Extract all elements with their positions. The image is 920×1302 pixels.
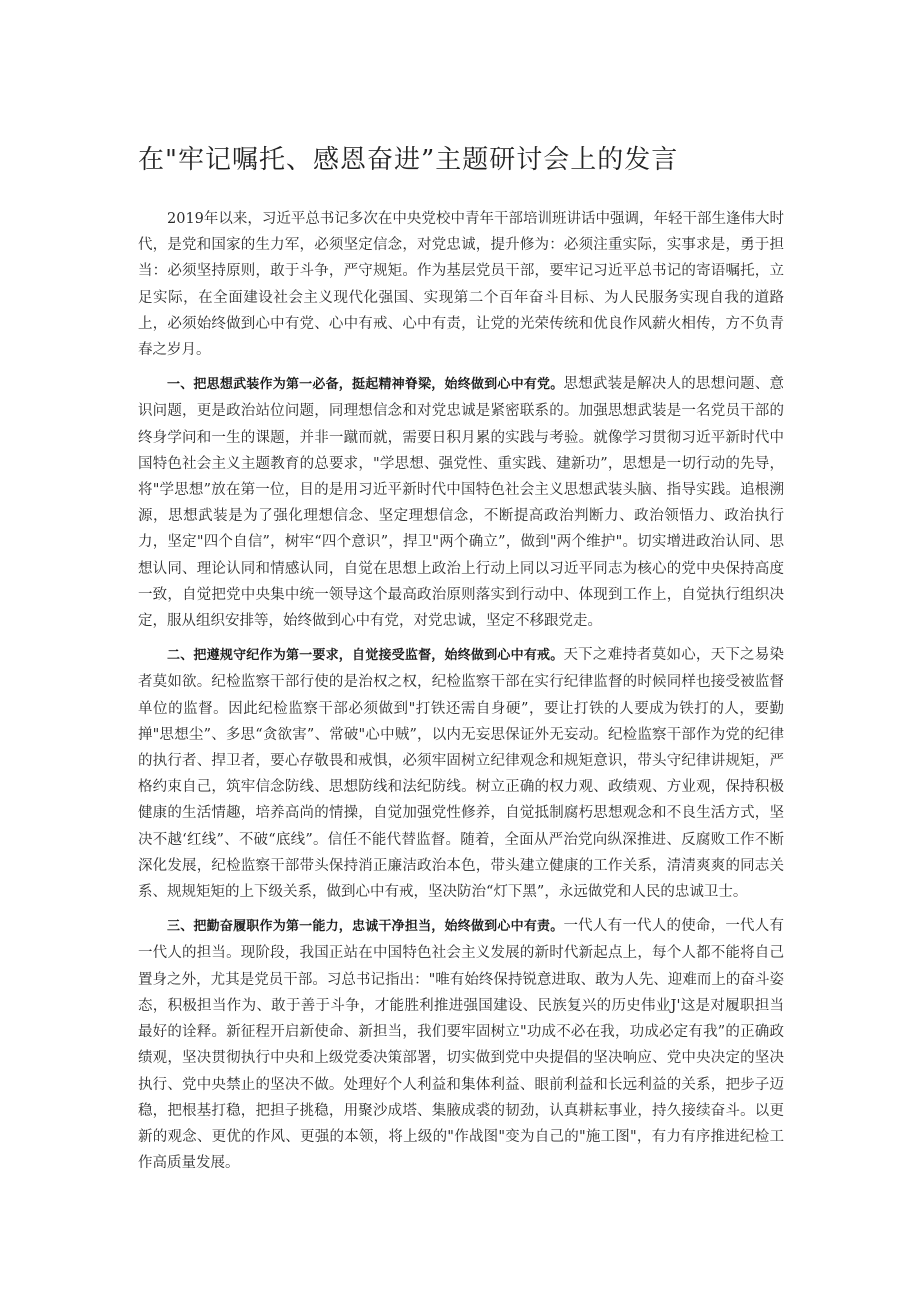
section-3-body: 一代人有一代人的使命，一代人有一代人的担当。现阶段，我国正站在中国特色社会主义发展的新时代新起点上，每个人都不能将自己置身之外，尤其是党员干部。习总书记指出："唯有始终保持锐意进取、敢为人先、迎难而上的奋斗姿态，积极担当作为、敢于善于斗争，才能胜利推进强国建设、民族复兴的历史伟业J'这是对履职担当最好的诠释。新征程开启新使命、新担当，我们要牢固树立"功成不必在我，功成必定有我”的正确政绩观，坚决贯彻执行中央和上级党委决策部署，切实做到党中央提倡的坚决响应、党中央决定的坚决执行、党中央禁止的坚决不做。处理好个人利益和集体利益、眼前利益和长远利益的关系，把步子迈稳，把根基打稳，把担子挑稳，用聚沙成塔、集腋成裘的韧劲，认真耕耘事业，持久接续奋斗。以更新的观念、更优的作风、更强的本领，将上级的"作战图"变为自己的"施工图"，有力有序推进纪检工作高质量发展。 <box>138 918 784 1172</box>
document-content <box>138 140 784 1184</box>
section-3-heading: 三、把勤奋履职作为第一能力，忠诚干净担当，始终做到心中有责。 <box>167 919 564 935</box>
section-2-paragraph <box>138 642 784 905</box>
section-1-heading: 一、把思想武装作为第一必备，挺起精神脊梁，始终做到心中有党。 <box>167 377 564 393</box>
section-2-body: 天下之难持者莫如心，天下之易染者莫如欲。纪检监察干部行使的是治权之权，纪检监察干部在实行纪律监督的时候同样也接受被监督单位的监督。因此纪检监察干部必须做到"打铁还需自身硬”，要让打铁的人要成为铁打的人，要勤掸"思想尘”、多思“贪欲害”、常破"心中贼”，以内无妄思保证外无妄动。纪检监察干部作为党的纪律的执行者、捍卫者，要心存敬畏和戒惧，必须牢固树立纪律观念和规矩意识，带头守纪律讲规矩，严格约束自己，筑牢信念防线、思想防线和法纪防线。树立正确的权力观、政绩观、方业观，保持积极健康的生活情趣，培养高尚的情操，自觉加强党性修养，自觉抵制腐朽思想观念和不良生活方式，坚决不越‘红线”、不破“底线”。信任不能代替监督。随着，全面从严治党向纵深推进、反腐败工作不断深化发展，纪检监察干部带头保持消正廉洁政治本色，带头建立健康的工作关系，清清爽爽的同志关系、规规矩矩的上下级关系，做到心中有戒，坚决防治“灯下黑”，永远做党和人民的忠诚卫士。 <box>138 647 784 901</box>
document-title: 在"牢记嘱托、感恩奋进”主题研讨会上的发言 <box>138 145 679 175</box>
section-1-body: 思想武装是解决人的思想问题、意识问题，更是政治站位问题，同理想信念和对党忠诚是紧密联系的。加强思想武装是一名党员干部的终身学问和一生的课题，并非一蹴而就，需要日积月累的实践与考验。就像学习贯彻习近平新时代中国特色社会主义主题教育的总要求，"学思想、强党性、重实践、建新功”，思想是一切行动的先导，将"学思想”放在第一位，目的是用习近平新时代中国特色社会主义思想武装头脑、指导实践。追根溯源，思想武装是为了强化理想信念、坚定理想信念，不断提高政治判断力、政治领悟力、政治执行力，坚定"四个自信”，树牢“四个意识”，捍卫"两个确立”，做到"两个维护"。切实增进政治认同、思想认同、理论认同和情感认同，自觉在思想上政治上行动上同以习近平同志为核心的党中央保持高度一致，自觉把党中央集中统一领导这个最高政治原则落实到行动中、体现到工作上，自觉执行组织决定，服从组织安排等，始终做到心中有党，对党忠诚，坚定不移跟党走。 <box>138 376 784 630</box>
section-1-paragraph <box>138 371 784 634</box>
section-3-paragraph <box>138 913 784 1176</box>
intro-paragraph: 2019年以来，习近平总书记多次在中央党校中青年干部培训班讲话中强调，年轻干部生逢伟大时代，是党和国家的生力军，必须坚定信念，对党忠诚，提升修为：必须注重实际，实事求是，勇于担当：必须坚持原则，敢于斗争，严守规矩。作为基层党员干部，要牢记习近平总书记的寄语嘱托，立足实际，在全面建设社会主义现代化强国、实现第二个百年奋斗目标、为人民服务实现自我的道路上，必须始终做到心中有党、心中有戒、心中有责，让党的光荣传统和优良作风薪火相传，方不负青春之岁月。 <box>138 211 784 359</box>
section-2-heading: 二、把遵规守纪作为第一要求，自觉接受监督，始终做到心中有戒。 <box>167 648 564 664</box>
